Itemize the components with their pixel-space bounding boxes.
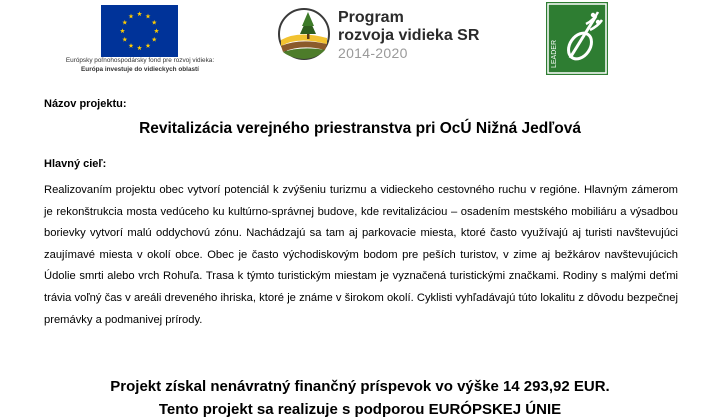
project-name-label: Názov projektu:	[44, 98, 127, 110]
goal-paragraph: Realizovaním projektu obec vytvorí potenciál k zvýšeniu turizmu a vidieckeho cestovného ruchu v regióne. Hlavným zámerom je rekonštrukcia mosta vedúceho ku kultúrno-správnej budove, kde revitalizáciou – osadením mestského mobiliáru a výsadbou borievky vytvorí malú oddychovú zónu. Nachádzajú sa tam aj parkovacie miesta, ktoré často využívajú aj turisti navštevujúci zaujímavé miesta v okolí obce. Obec je často východiskovým bodom pre peších turistov, v zime aj bežkárov navštevujúcich Údolie smrti alebo vrch Rohuľa. Trasa k týmto turistickým miestam je vyznačená turistickými značkami. Rodiny s malými deťmi trávia voľný čas v areáli dreveného ihriska, ktoré je známe v širokom okolí. Cyklisti vyhľadávajú túto lokalitu z dôvodu bezpečnej premávky a podmanivej prírody.	[44, 184, 678, 326]
program-line1: Program	[338, 9, 404, 26]
eu-caption-line2: Európa investuje do vidieckych oblastí	[81, 65, 199, 73]
program-line2: rozvoja vidieka SR	[338, 27, 480, 44]
eu-support-note: Tento projekt sa realizuje s podporou EURÓPSKEJ ÚNIE	[158, 401, 562, 418]
leader-text: LEADER	[551, 39, 558, 68]
funding-amount: Projekt získal nenávratný finančný príspevok vo výške 14 293,92 EUR.	[110, 378, 610, 395]
project-title: Revitalizácia verejného priestranstva pri OcÚ Nižná Jedľová	[139, 120, 581, 137]
logo-header	[0, 0, 720, 92]
program-emblem-icon	[278, 8, 330, 60]
goal-label: Hlavný cieľ:	[44, 158, 107, 170]
program-title	[338, 9, 479, 62]
program-years: 2014-2020	[338, 45, 408, 61]
eu-flag-icon	[101, 5, 178, 57]
eu-fund-caption	[40, 57, 240, 74]
eu-caption-line1: Európsky poľnohospodársky fond pre rozvoj vidieka:	[65, 57, 215, 64]
leader-logo-icon	[546, 2, 608, 75]
